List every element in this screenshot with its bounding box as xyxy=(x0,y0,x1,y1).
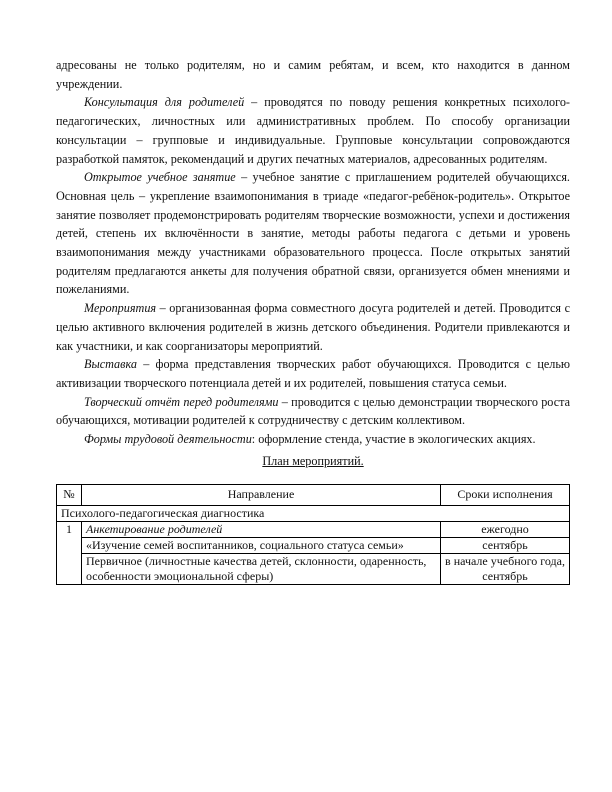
paragraph-open-lesson xyxy=(56,168,570,299)
term-labor-forms: Формы трудовой деятельности xyxy=(84,432,252,447)
paragraph-creative-report xyxy=(56,393,570,430)
table-header-row xyxy=(57,484,570,505)
paragraph-labor-forms xyxy=(56,430,570,449)
row-direction: Анкетирование родителей xyxy=(82,521,441,537)
paragraph-exhibition xyxy=(56,355,570,392)
term-creative-report: Творческий отчёт перед родителями xyxy=(84,394,279,409)
paragraph-intro: адресованы не только родителям, но и самим ребятам, и всем, кто находится в данном учреждении. xyxy=(56,58,570,91)
paragraph-consultation xyxy=(56,93,570,168)
row-deadline: ежегодно xyxy=(441,521,570,537)
term-events: Мероприятия xyxy=(84,301,157,316)
row-direction: «Изучение семей воспитанников, социального статуса семьи» xyxy=(82,537,441,553)
plan-table xyxy=(56,484,570,585)
term-open-lesson: Открытое учебное занятие xyxy=(84,170,236,185)
row-direction: Первичное (личностные качества детей, склонности, одаренность, особенности эмоциональной сферы) xyxy=(82,553,441,584)
header-deadline: Сроки исполнения xyxy=(441,484,570,505)
table-row xyxy=(57,553,570,584)
row-number: 1 xyxy=(57,521,82,584)
plan-title: План мероприятий. xyxy=(262,453,364,468)
text-creative-report: – проводится с целью демонстрации творческого роста обучающихся, мотивации родителей к сотрудничеству с детским коллективом. xyxy=(56,394,571,428)
text-consultation: – проводятся по поводу решения конкретных психолого-педагогических, личностных или административных проблем. По способу организации консультации – групповые и индивидуальные. Групповые консультации сопровождаются разработкой памяток, рекомендаций и других печатных материалов, адресованных родителям. xyxy=(56,95,570,166)
table-row xyxy=(57,521,570,537)
text-events: – организованная форма совместного досуга родителей и детей. Проводится с целью активного включения родителей в жизнь детского объединения. Родители привлекаются и как участники, и как соорганизаторы мероприятий. xyxy=(56,301,570,353)
paragraph-events xyxy=(56,299,570,355)
table-section-row xyxy=(57,505,570,521)
term-consultation: Консультация для родителей xyxy=(84,95,245,110)
section-title: Психолого-педагогическая диагностика xyxy=(57,505,570,521)
document-page xyxy=(56,56,570,585)
row-deadline: в начале учебного года, сентябрь xyxy=(441,553,570,584)
term-exhibition: Выставка xyxy=(84,357,137,372)
row-deadline: сентябрь xyxy=(441,537,570,553)
text-exhibition: – форма представления творческих работ обучающихся. Проводится с целью активизации творческого потенциала детей и их родителей, повышения статуса семьи. xyxy=(56,357,570,390)
header-number: № xyxy=(57,484,82,505)
table-row xyxy=(57,537,570,553)
text-labor-forms: : оформление стенда, участие в экологических акциях. xyxy=(251,432,536,447)
header-direction: Направление xyxy=(82,484,441,505)
text-open-lesson: – учебное занятие с приглашением родителей обучающихся. Основная цель – укрепление взаимопонимания в триаде «педагог-ребёнок-родитель». Открытое занятие позволяет продемонстрировать родителям творческие возможности, успехи и достижения детей, степень их включённости в занятие, методы работы педагога с детьми и уровень взаимопонимания между участниками образовательного процесса. После открытых занятий родителям предлагаются анкеты для получения обратной связи, организуется обмен мнениями и пожеланиями. xyxy=(56,170,570,297)
